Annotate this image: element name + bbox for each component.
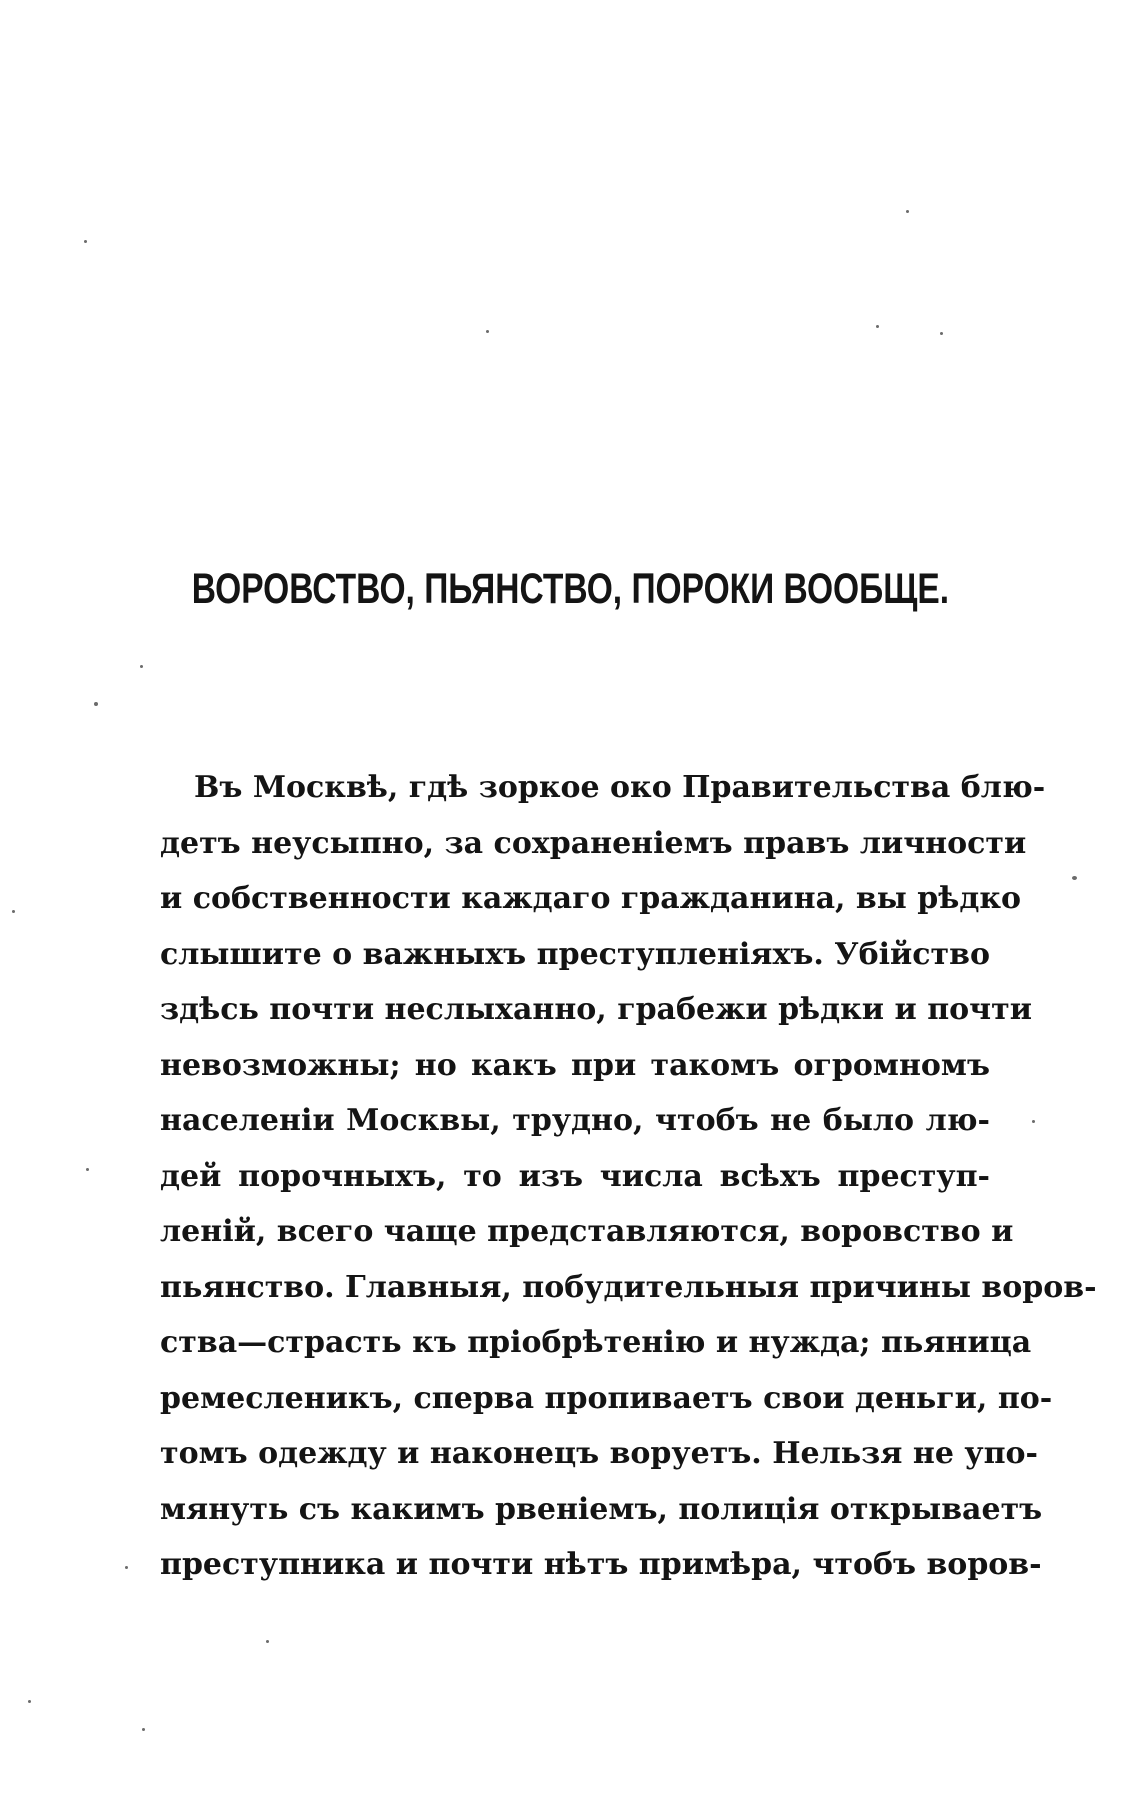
scan-speck xyxy=(84,240,87,243)
scan-speck xyxy=(86,1168,89,1171)
scan-speck xyxy=(1032,1120,1035,1123)
text-line: Въ Москвѣ, гдѣ зоркое око Правительства блю- xyxy=(194,770,1046,805)
text-line: дей порочныхъ, то изъ числа всѣхъ преступ- xyxy=(160,1158,990,1194)
text-line: здѣсь почти неслыханно, грабежи рѣдки и почти xyxy=(160,992,1032,1027)
scan-speck xyxy=(486,330,489,333)
scan-speck xyxy=(142,1728,145,1731)
text-line: невозможны; но какъ при такомъ огромномъ xyxy=(160,1047,990,1083)
text-line: ства—страсть къ пріобрѣтенію и нужда; пьяница xyxy=(160,1325,1032,1360)
text-line: слышите о важныхъ преступленіяхъ. Убійство xyxy=(160,936,990,972)
text-line: мянуть съ какимъ рвеніемъ, полиція открываетъ xyxy=(160,1491,1043,1527)
body-paragraph xyxy=(160,760,1097,1593)
scan-speck xyxy=(140,665,143,668)
scan-speck xyxy=(876,325,879,328)
scan-speck xyxy=(266,1640,269,1643)
text-line: детъ неусыпно, за сохраненіемъ правъ личности xyxy=(160,825,1027,861)
scan-speck xyxy=(94,702,98,706)
text-line: преступника и почти нѣтъ примѣра, чтобъ воров- xyxy=(160,1547,1042,1582)
scan-speck xyxy=(28,1700,31,1703)
text-line: и собственности каждаго гражданина, вы рѣдко xyxy=(160,881,1022,916)
text-line: ремесленикъ, сперва пропиваетъ свои деньги, по- xyxy=(160,1380,1053,1416)
scan-speck xyxy=(906,210,909,213)
chapter-heading: ВОРОВСТВО, ПЬЯНСТВО, ПОРОКИ ВООБЩЕ. xyxy=(191,565,950,613)
text-line: томъ одежду и наконецъ воруетъ. Нельзя не упо- xyxy=(160,1436,1038,1471)
text-line: пьянство. Главныя, побудительныя причины воров- xyxy=(160,1269,1097,1305)
scan-speck xyxy=(125,1566,128,1569)
text-line: населеніи Москвы, трудно, чтобъ не было лю- xyxy=(160,1103,990,1138)
scan-speck xyxy=(940,332,943,335)
scan-speck xyxy=(1072,876,1077,880)
text-line: леній, всего чаще представляются, воровство и xyxy=(160,1214,1014,1249)
scan-speck xyxy=(12,910,15,913)
